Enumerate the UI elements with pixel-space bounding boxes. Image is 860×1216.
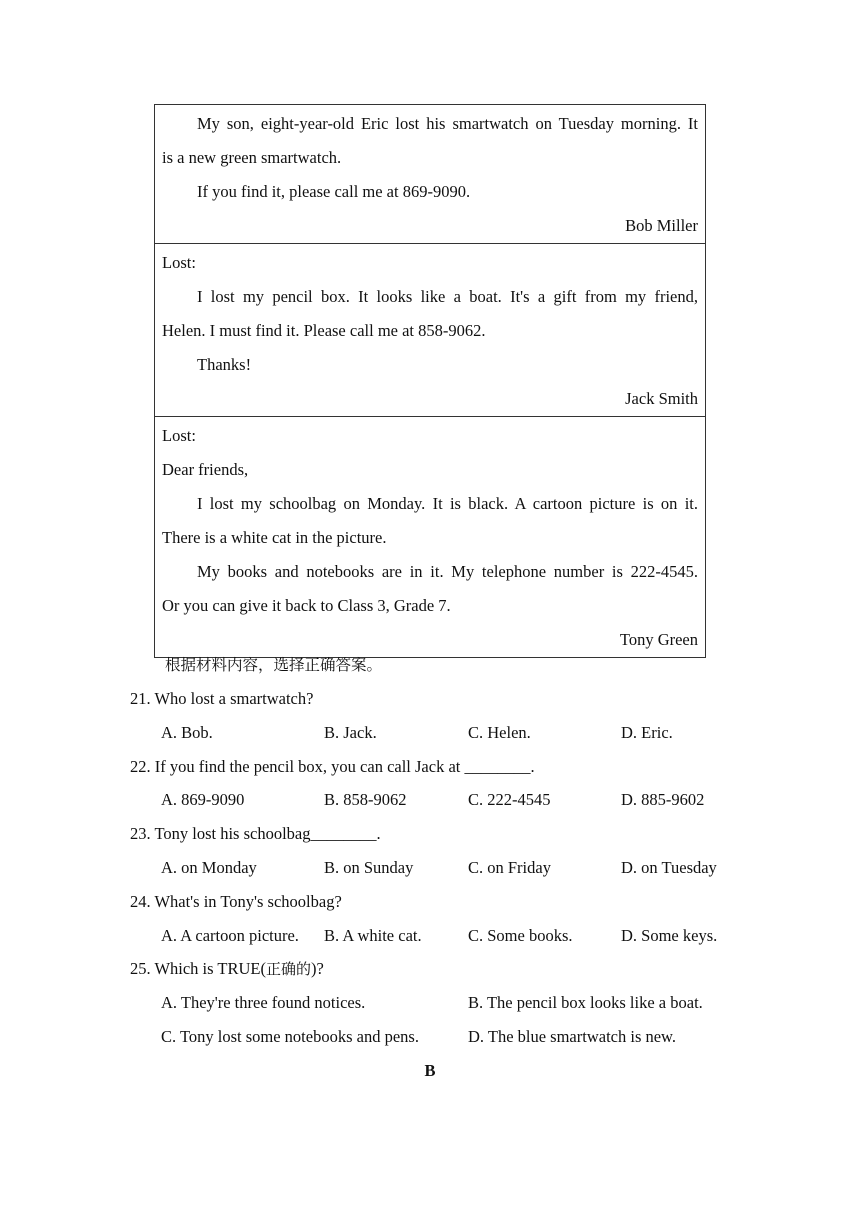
question-25-chinese: 正确的 — [265, 960, 311, 978]
option-22-b: B. 858-9062 — [324, 790, 407, 809]
question-24: 24. What's in Tony's schoolbag? — [130, 892, 342, 911]
option-23-d: D. on Tuesday — [621, 858, 717, 877]
option-23-b: B. on Sunday — [324, 858, 414, 877]
notice-heading: Lost: — [162, 426, 196, 445]
notice-greeting: Dear friends, — [162, 460, 249, 479]
option-23-c: C. on Friday — [468, 858, 551, 877]
notice-text: I lost my schoolbag on Monday. It is black. A cartoon picture is on it. — [197, 494, 698, 513]
option-21-c: C. Helen. — [468, 723, 531, 742]
option-24-a: A. A cartoon picture. — [161, 926, 299, 945]
notice-signature: Bob Miller — [625, 216, 698, 235]
notice-text: My son, eight-year-old Eric lost his smartwatch on Tuesday morning. It — [197, 114, 698, 133]
option-22-c: C. 222-4545 — [468, 790, 551, 809]
option-22-a: A. 869-9090 — [161, 790, 245, 809]
notice-text: Or you can give it back to Class 3, Grade 7. — [162, 596, 451, 615]
option-22-d: D. 885-9602 — [621, 790, 705, 809]
option-24-b: B. A white cat. — [324, 926, 422, 945]
option-21-b: B. Jack. — [324, 723, 377, 742]
question-22: 22. If you find the pencil box, you can call Jack at ________. — [130, 757, 535, 776]
option-24-d: D. Some keys. — [621, 926, 718, 945]
notice-text: is a new green smartwatch. — [162, 148, 342, 167]
notice-text: Thanks! — [197, 355, 252, 374]
question-25 — [130, 952, 324, 986]
notice-text: My books and notebooks are in it. My telephone number is 222-4545. — [197, 562, 698, 581]
notice-heading: Lost: — [162, 253, 196, 272]
question-25-prefix: 25. Which is TRUE( — [130, 959, 266, 978]
question-25-suffix: )? — [310, 959, 324, 978]
notices-table — [154, 104, 706, 658]
option-21-d: D. Eric. — [621, 723, 673, 742]
option-23-a: A. on Monday — [161, 858, 257, 877]
notice-text: If you find it, please call me at 869-9090. — [197, 182, 471, 201]
section-label: B — [424, 1061, 436, 1080]
option-24-c: C. Some books. — [468, 926, 573, 945]
question-23: 23. Tony lost his schoolbag________. — [130, 824, 381, 843]
notice-signature: Jack Smith — [625, 389, 698, 408]
notice-jack-pencil-box — [155, 244, 705, 417]
notice-signature: Tony Green — [619, 630, 698, 649]
option-21-a: A. Bob. — [161, 723, 213, 742]
option-25-b: B. The pencil box looks like a boat. — [468, 993, 703, 1012]
notice-tony-schoolbag — [155, 417, 705, 657]
option-25-c: C. Tony lost some notebooks and pens. — [161, 1027, 419, 1046]
instruction: 根据材料内容，选择正确答案。 — [165, 656, 383, 674]
question-21: 21. Who lost a smartwatch? — [130, 689, 314, 708]
notice-text: Helen. I must find it. Please call me at 858-9062. — [162, 321, 486, 340]
option-25-a: A. They're three found notices. — [161, 993, 366, 1012]
notice-text: There is a white cat in the picture. — [162, 528, 387, 547]
notice-text: I lost my pencil box. It looks like a boat. It's a gift from my friend, — [197, 287, 698, 306]
notice-eric-smartwatch — [155, 105, 705, 244]
option-25-d: D. The blue smartwatch is new. — [468, 1027, 677, 1046]
